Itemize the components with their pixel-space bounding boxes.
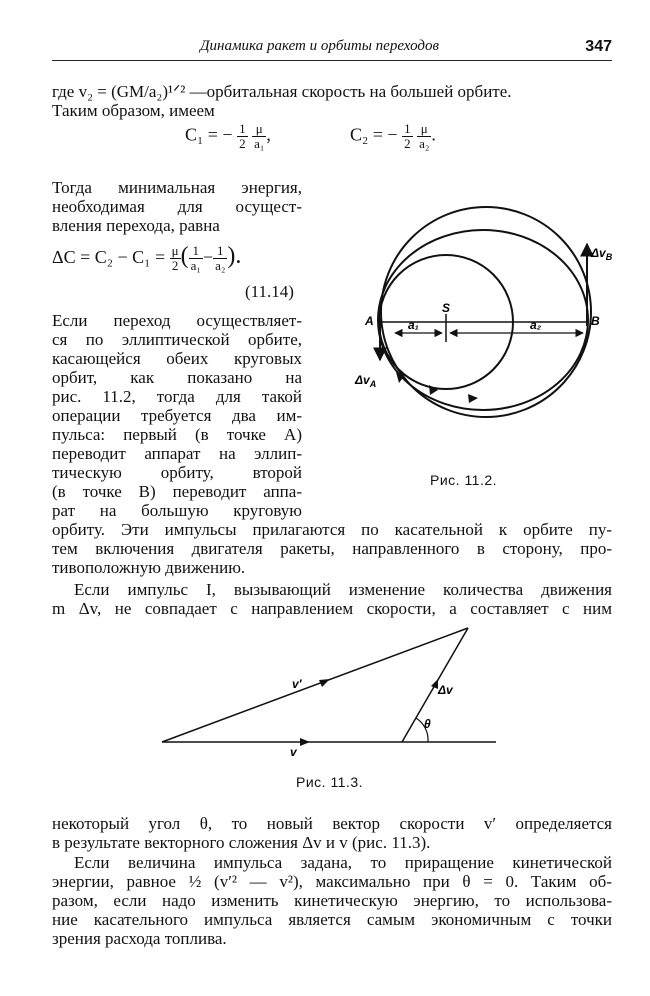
vector-v-prime — [162, 628, 468, 742]
v-arrowhead — [300, 738, 310, 746]
paragraph-3-line-3: касающейся обеих круговых — [52, 349, 302, 368]
paragraph-2-line-1: Тогда минимальная энергия, — [52, 178, 302, 197]
paragraph-1-line-1: где v₂ = (GM/a₂)¹ᐟ² —орбитальная скорость на большей орбите. — [52, 82, 512, 101]
paragraph-3-line-11: рат на большую круговую — [52, 501, 302, 520]
label-delta-v-b: $\Delta v_B$ — [591, 246, 613, 262]
label-v-prime: v′ — [292, 677, 302, 691]
label-a: A — [365, 314, 374, 328]
paragraph-3-line-5: рис. 11.2, тогда для такой — [52, 387, 302, 406]
fraction-mu-a1: $\frac{\mu}{\text{a₁}}$ — [254, 121, 265, 151]
fraction-half: $\frac{1}{2}$ — [239, 121, 246, 151]
paragraph-3-full-line-2: тем включения двигателя ракеты, направленного в сторону, про- — [52, 539, 612, 558]
paragraph-6-line-3: разом, если надо изменить кинетическую энергию, то использова- — [52, 891, 612, 910]
label-theta: θ — [424, 717, 431, 731]
paragraph-6-line-5: зрения расхода топлива. — [52, 929, 227, 948]
fraction-1-a1: $\frac{1}{\text{a₁}}$ — [190, 243, 201, 274]
page-number: 347 — [585, 38, 612, 55]
figure-11-2 — [300, 170, 620, 480]
paragraph-3-line-2: ся по эллиптической орбите, — [52, 330, 302, 349]
paragraph-6-line-1: Если величина импульса задана, то приращение кинетической — [74, 853, 612, 872]
paragraph-3-full-line-3: тивоположную движению. — [52, 558, 246, 577]
c1-lhs: C₁ = − — [185, 124, 233, 145]
figure-11-3 — [150, 620, 510, 760]
v-prime-arrowhead — [319, 679, 330, 687]
equation-delta-c: ΔC = C₂ − C₁ = $\frac{\mu}{2}$ ( $\frac{1}{\text{a₁}}$ − $\frac{1}{\text{a₂}}$ ). — [52, 243, 242, 274]
paragraph-2-line-2: необходимая для осущест- — [52, 197, 302, 216]
fraction-mu-2: $\frac{\mu}{2}$ — [171, 243, 179, 274]
paragraph-4-line-1: Если импульс I, вызывающий изменение количества движения — [74, 580, 612, 599]
label-a2: a₂ — [530, 318, 542, 332]
equation-number: (11.14) — [245, 282, 294, 301]
figure-11-3-caption: Рис. 11.3. — [296, 774, 364, 790]
label-delta-v-a: $\Delta v_A$ — [355, 373, 377, 389]
paragraph-5-line-1: некоторый угол θ, то новый вектор скорости v′ определяется — [52, 814, 612, 833]
delta-v-arrowhead — [431, 679, 438, 689]
paragraph-3-line-7: пульса: первый (в точке A) — [52, 425, 302, 444]
paragraph-1-line-2: Таким образом, имеем — [52, 101, 215, 120]
c2-lhs: C₂ = − — [350, 124, 398, 145]
fraction-1-a2: $\frac{1}{\text{a₂}}$ — [215, 243, 226, 274]
paragraph-3-full-line-1: орбиту. Эти импульсы прилагаются по касательной к орбите пу- — [52, 520, 612, 539]
fraction-half: $\frac{1}{2}$ — [404, 121, 411, 151]
inner-direction-arrow — [429, 385, 438, 395]
paragraph-3-line-10: (в точке B) переводит аппа- — [52, 482, 302, 501]
paragraph-3-line-6: операции требуется два им- — [52, 406, 302, 425]
paragraph-6-line-2: энергии, равное ½ (v′² — v²), максимально при θ = 0. Таким об- — [52, 872, 612, 891]
label-delta-v: Δv — [438, 683, 453, 697]
paragraph-3-line-9: тическую орбиту, второй — [52, 463, 302, 482]
paragraph-5-line-2: в результате векторного сложения Δv и v (рис. 11.3). — [52, 833, 431, 852]
running-head — [52, 38, 612, 61]
paragraph-6-line-4: ние касательного импульса является самым экономичным с точки — [52, 910, 612, 929]
delta-c-lhs: ΔC = C₂ − C₁ = — [52, 247, 166, 267]
equation-c2: C₂ = − $\frac{1}{2}$ $\frac{\mu}{\text{a₂}}$ . — [350, 121, 436, 151]
equation-c1: C₁ = − $\frac{1}{2}$ $\frac{\mu}{\text{a₁}}$ , — [185, 121, 271, 151]
running-title: Динамика ракет и орбиты переходов — [200, 38, 439, 54]
paragraph-3-line-4: орбит, как показано на — [52, 368, 302, 387]
ellipse-direction-arrow — [468, 394, 478, 403]
paragraph-3-line-8: переводит аппарат на эллип- — [52, 444, 302, 463]
paragraph-4-line-2: m Δv, не совпадает с направлением скорости, а составляет с ним — [52, 599, 612, 618]
fraction-mu-a2: $\frac{\mu}{\text{a₂}}$ — [419, 121, 430, 151]
figure-11-2-caption: Рис. 11.2. — [430, 472, 498, 488]
label-v: v — [290, 745, 297, 759]
label-s: S — [442, 301, 451, 315]
paragraph-3-line-1: Если переход осуществляет- — [52, 311, 302, 330]
label-b: B — [591, 314, 600, 328]
paragraph-2-line-3: вления перехода, равна — [52, 216, 220, 235]
label-a1: a₁ — [408, 318, 419, 332]
